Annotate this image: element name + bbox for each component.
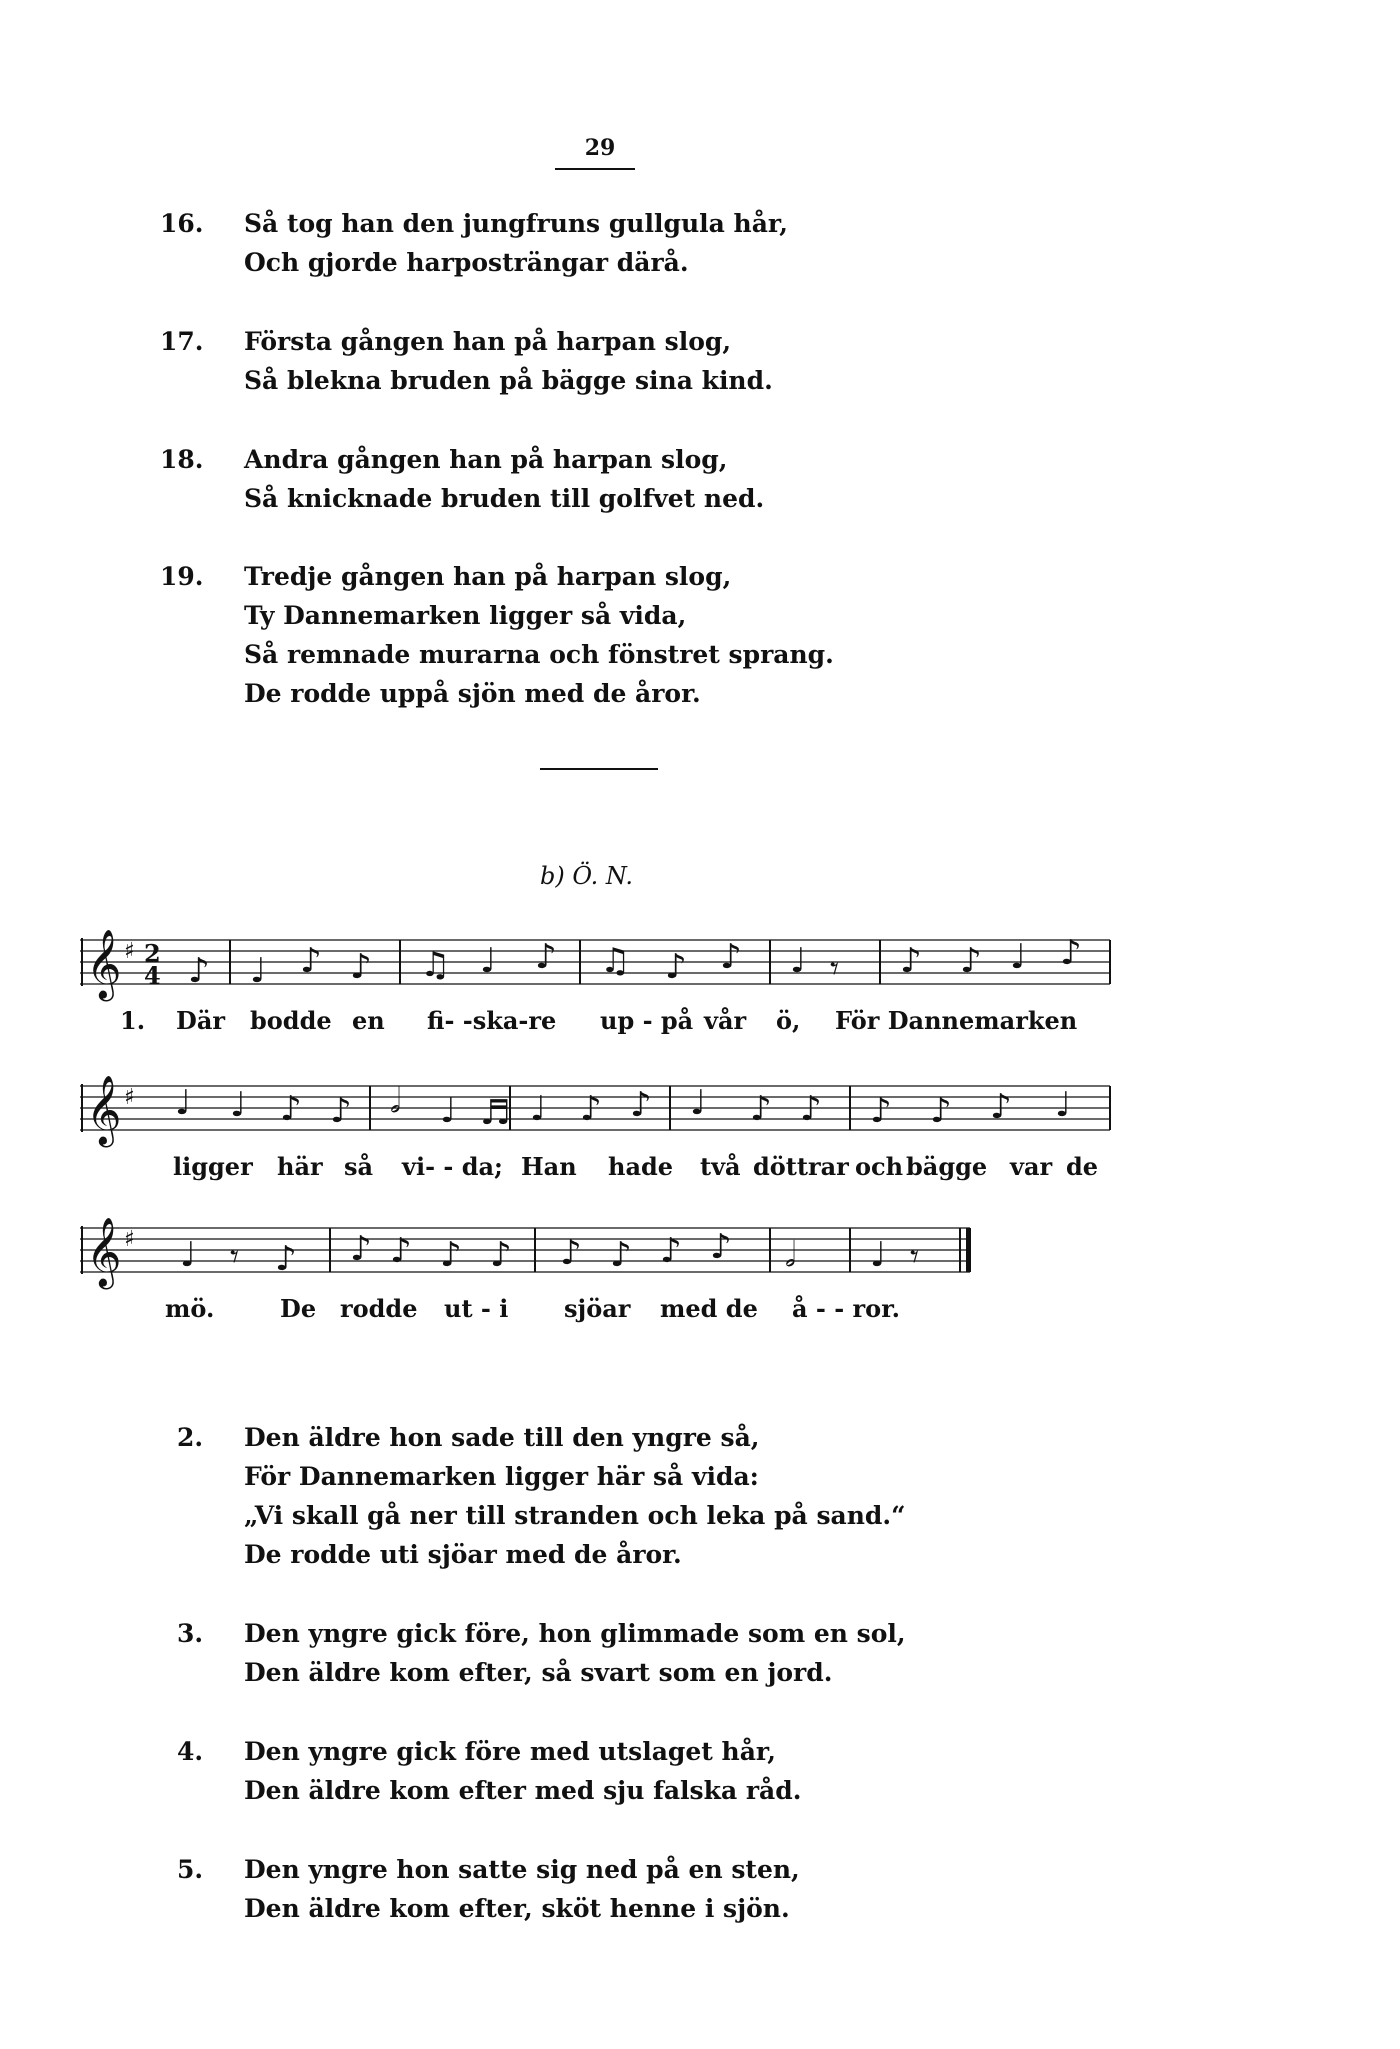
lyric-syllable: döttrar — [753, 1152, 849, 1181]
svg-text:♬: ♬ — [480, 1093, 511, 1133]
verse-line: Så remnade murarna och fönstret sprang. — [244, 640, 834, 669]
svg-text:♪: ♪ — [440, 1235, 462, 1275]
page-number-underline — [555, 168, 635, 170]
lyric-syllable: en — [352, 1006, 385, 1035]
svg-text:♪: ♪ — [710, 1227, 732, 1267]
verse-number: 2. — [177, 1423, 204, 1452]
lyric-syllable: rodde — [340, 1294, 418, 1323]
svg-text:♪: ♪ — [990, 1087, 1012, 1127]
svg-text:♪: ♪ — [720, 937, 742, 977]
lyric-syllable: För Dannemarken — [835, 1006, 1078, 1035]
svg-text:♪: ♪ — [870, 1091, 892, 1131]
svg-text:♩: ♩ — [175, 1083, 192, 1123]
svg-text:♪: ♪ — [960, 941, 982, 981]
music-staff-3 — [80, 1208, 1120, 1308]
verse-line: Den yngre gick före med utslaget hår, — [244, 1737, 776, 1766]
svg-text:♪: ♪ — [900, 941, 922, 981]
verse-line: Så knicknade bruden till golfvet ned. — [244, 484, 765, 513]
verse-line: Andra gången han på harpan slog, — [244, 445, 728, 474]
lyric-syllable: sjöar — [564, 1294, 631, 1323]
lyric-syllable: fi- -ska-re — [427, 1006, 557, 1035]
verse-line: Första gången han på harpan slog, — [244, 327, 732, 356]
svg-text:♩: ♩ — [870, 1235, 887, 1275]
section-divider — [540, 768, 658, 770]
svg-text:𝄾: 𝄾 — [230, 1237, 240, 1277]
svg-text:♪: ♪ — [275, 1239, 297, 1279]
verse-number: 4. — [177, 1737, 204, 1766]
verse-line: Den äldre kom efter med sju falska råd. — [244, 1776, 802, 1805]
svg-text:𝄾: 𝄾 — [830, 949, 840, 989]
lyrics-line-2 — [80, 1152, 1120, 1182]
verse-number: 3. — [177, 1619, 204, 1648]
verse-line: De rodde uti sjöar med de åror. — [244, 1540, 682, 1569]
time-signature-bottom: 4 — [144, 961, 161, 990]
lyrics-line-1 — [80, 1006, 1120, 1036]
svg-text:♩: ♩ — [1055, 1085, 1072, 1125]
verse-line: Den yngre gick före, hon glimmade som en sol, — [244, 1619, 906, 1648]
svg-text:♪: ♪ — [630, 1085, 652, 1125]
verse-number: 17. — [160, 327, 204, 356]
song-heading: b) Ö. N. — [540, 862, 633, 890]
staff-graphic — [80, 1208, 1120, 1308]
lyric-syllable: här — [277, 1152, 323, 1181]
verse-line: Och gjorde harposträngar därå. — [244, 248, 689, 277]
svg-text:♪: ♪ — [330, 1091, 352, 1131]
svg-text:♩: ♩ — [250, 951, 267, 991]
lyric-syllable: två — [700, 1152, 741, 1181]
staff-graphic — [80, 1066, 1120, 1166]
lyric-syllable: Han — [521, 1152, 577, 1181]
svg-text:𝅗𝅥: 𝅗𝅥 — [390, 1081, 401, 1121]
svg-text:♩: ♩ — [530, 1089, 547, 1129]
svg-text:♫: ♫ — [600, 941, 631, 981]
lyric-syllable: up - på — [600, 1006, 694, 1035]
svg-text:♪: ♪ — [800, 1089, 822, 1129]
verse-line: Så blekna bruden på bägge sina kind. — [244, 366, 773, 395]
treble-clef-icon: 𝄞 — [86, 1217, 122, 1287]
verse-line: Den yngre hon satte sig ned på en sten, — [244, 1855, 800, 1884]
svg-text:♩: ♩ — [480, 941, 497, 981]
svg-text:♩: ♩ — [180, 1235, 197, 1275]
svg-text:♩: ♩ — [690, 1083, 707, 1123]
treble-clef-icon: 𝄞 — [86, 929, 122, 999]
verse-line: Ty Dannemarken ligger så vida, — [244, 601, 687, 630]
svg-text:♪: ♪ — [350, 1229, 372, 1269]
lyric-syllable: och — [855, 1152, 904, 1181]
svg-text:♩: ♩ — [1010, 937, 1027, 977]
staff-graphic — [80, 920, 1120, 1020]
svg-text:♩: ♩ — [440, 1091, 457, 1131]
lyric-syllable: så — [344, 1152, 374, 1181]
svg-text:♪: ♪ — [610, 1235, 632, 1275]
sharp-icon: ♯ — [124, 1085, 135, 1110]
verse-line: De rodde uppå sjön med de åror. — [244, 679, 701, 708]
lyric-syllable: vår — [704, 1006, 747, 1035]
svg-text:♪: ♪ — [665, 947, 687, 987]
music-staff-2 — [80, 1066, 1120, 1166]
lyrics-line-3 — [80, 1294, 1120, 1324]
lyric-syllable: bodde — [250, 1006, 332, 1035]
lyric-syllable: mö. — [165, 1294, 215, 1323]
verse-line: Den äldre kom efter, sköt henne i sjön. — [244, 1894, 790, 1923]
svg-text:♪: ♪ — [580, 1089, 602, 1129]
lyric-syllable: de — [1066, 1152, 1099, 1181]
svg-text:♩: ♩ — [230, 1085, 247, 1125]
verse-number: 5. — [177, 1855, 204, 1884]
verse-line: Den äldre hon sade till den yngre så, — [244, 1423, 760, 1452]
music-staff-1 — [80, 920, 1120, 1020]
svg-text:♪: ♪ — [560, 1233, 582, 1273]
lyric-syllable: å - - ror. — [792, 1294, 900, 1323]
lyric-syllable: hade — [608, 1152, 674, 1181]
svg-text:♪: ♪ — [390, 1231, 412, 1271]
verse-line: Så tog han den jungfruns gullgula hår, — [244, 209, 788, 238]
verse-line: Den äldre kom efter, så svart som en jord. — [244, 1658, 833, 1687]
lyric-syllable: vi- - da; — [402, 1152, 503, 1181]
sharp-icon: ♯ — [124, 939, 135, 964]
svg-text:♪: ♪ — [300, 941, 322, 981]
svg-text:♪: ♪ — [535, 937, 557, 977]
lyric-syllable: ö, — [776, 1006, 801, 1035]
svg-text:♪: ♪ — [280, 1089, 302, 1129]
lyric-syllable: Där — [176, 1006, 226, 1035]
lyric-syllable: var — [1010, 1152, 1053, 1181]
svg-text:♩: ♩ — [790, 941, 807, 981]
treble-clef-icon: 𝄞 — [86, 1075, 122, 1145]
svg-text:♪: ♪ — [188, 951, 210, 991]
page-number: 29 — [584, 135, 616, 161]
verse-number: 18. — [160, 445, 204, 474]
svg-text:♪: ♪ — [490, 1235, 512, 1275]
lyric-syllable: med de — [660, 1294, 758, 1323]
svg-text:𝄾: 𝄾 — [910, 1237, 920, 1277]
lyric-syllable: ut - i — [444, 1294, 509, 1323]
lyric-syllable: De — [280, 1294, 317, 1323]
verse-number: 16. — [160, 209, 204, 238]
lyric-syllable: 1. — [120, 1006, 146, 1035]
lyric-syllable: bägge — [906, 1152, 988, 1181]
svg-text:♪: ♪ — [660, 1231, 682, 1271]
svg-text:𝅗𝅥: 𝅗𝅥 — [785, 1235, 796, 1275]
svg-text:♫: ♫ — [420, 945, 451, 985]
verse-number: 19. — [160, 562, 204, 591]
svg-text:♪: ♪ — [1060, 933, 1082, 973]
svg-text:♪: ♪ — [750, 1089, 772, 1129]
verse-line: „Vi skall gå ner till stranden och leka på sand.“ — [244, 1501, 906, 1530]
sharp-icon: ♯ — [124, 1227, 135, 1252]
svg-text:♪: ♪ — [350, 947, 372, 987]
verse-line: För Dannemarken ligger här så vida: — [244, 1462, 759, 1491]
lyric-syllable: ligger — [173, 1152, 253, 1181]
svg-text:♪: ♪ — [930, 1091, 952, 1131]
verse-line: Tredje gången han på harpan slog, — [244, 562, 732, 591]
time-signature-top: 2 — [144, 939, 161, 968]
